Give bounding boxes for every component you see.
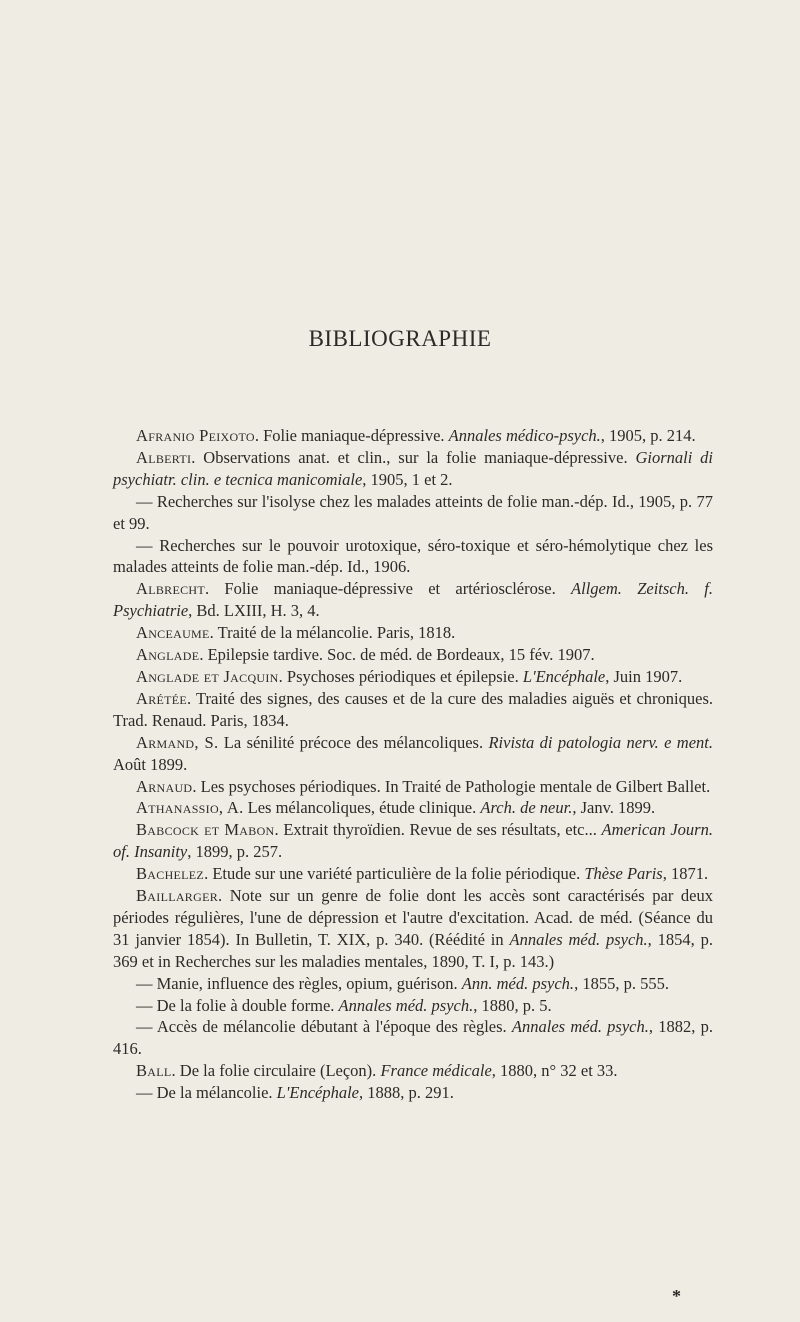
reference-text: — Accès de mélancolie débutant à l'époque des règles.: [136, 1017, 512, 1037]
reference-entry: [113, 622, 713, 644]
reference-entry: [113, 1082, 713, 1104]
reference-author: Babcock et Mabon: [136, 820, 275, 840]
reference-source: Annales méd. psych.: [511, 1017, 649, 1037]
reference-text: — De la mélancolie.: [136, 1083, 277, 1103]
reference-source: France médicale: [380, 1061, 492, 1081]
reference-author: Anglade: [136, 645, 200, 665]
reference-entry: [113, 666, 713, 688]
reference-author: Arétée: [136, 688, 188, 708]
reference-source: American Journ. of. Insanity: [113, 820, 713, 862]
reference-details: , 1880, p. 5.: [473, 995, 552, 1015]
reference-text: . De la folie circulaire (Leçon).: [171, 1061, 381, 1081]
reference-text: — Recherches sur l'isolyse chez les malades atteints de folie man.-dép. Id., 1905, p. 77 et 99.: [113, 491, 713, 533]
reference-entry: [113, 1016, 713, 1060]
reference-source: Allgem. Zeitsch. f. Psychiatrie: [113, 579, 713, 621]
reference-entry: [113, 885, 713, 973]
reference-text: . Note sur un genre de folie dont les accès sont caractérisés par deux périodes régulières, l'une de dépression et l'autre d'excitation. Acad. de méd. (Séance du 31 janvier 1854). In Bulletin, T. XIX, p. 340. (Réédité in: [113, 886, 713, 949]
reference-entry: [113, 995, 713, 1017]
reference-author: Ball: [136, 1061, 172, 1081]
reference-text: . Les psychoses périodiques. In Traité de Pathologie mentale de Gilbert Ballet.: [192, 776, 711, 796]
reference-details: , Bd. LXIII, H. 3, 4.: [188, 601, 320, 621]
reference-details: , 1855, p. 555.: [574, 973, 669, 993]
reference-entry: [113, 535, 713, 579]
reference-details: , 1882, p. 416.: [113, 1017, 714, 1059]
reference-source: Ann. méd. psych.: [461, 973, 575, 993]
reference-text: . Observations anat. et clin., sur la folie maniaque-dépressive.: [191, 447, 636, 467]
reference-text: . Psychoses périodiques et épilepsie.: [278, 666, 523, 686]
reference-author: Albrecht: [136, 579, 205, 599]
reference-entry: [113, 819, 713, 863]
reference-details: , 1899, p. 257.: [187, 842, 283, 862]
reference-author: Afranio Peixoto: [136, 426, 255, 445]
reference-source: Rivista di patologia nerv. e ment.: [488, 732, 714, 752]
reference-author: Baillarger: [136, 886, 218, 906]
reference-entry: [113, 863, 713, 885]
reference-entry: [113, 425, 713, 447]
reference-text: . Folie maniaque-dépressive et artériosclérose.: [204, 579, 572, 599]
reference-details: , 1854, p. 369 et in Recherches sur les maladies mentales, 1890, T. I, p. 143.): [113, 929, 714, 971]
reference-text: — Recherches sur le pouvoir urotoxique, séro-toxique et séro-hémolytique chez les malades atteints de folie man.-dép. Id., 1906.: [113, 535, 713, 577]
reference-source: Annales méd. psych.: [509, 929, 648, 949]
reference-entry: [113, 644, 713, 666]
reference-text: La sénilité précoce des mélancoliques.: [218, 732, 489, 752]
reference-details: , 1905, 1 et 2.: [362, 469, 453, 489]
reference-entry: [113, 578, 713, 622]
reference-list: [113, 425, 713, 1104]
reference-details: Août 1899.: [113, 754, 188, 774]
reference-details: , Janv. 1899.: [572, 798, 656, 818]
reference-text: — De la folie à double forme.: [136, 995, 339, 1015]
reference-source: L'Encéphale: [276, 1083, 359, 1103]
reference-entry: [113, 491, 713, 535]
reference-text: . Traité de la mélancolie. Paris, 1818.: [209, 623, 456, 643]
reference-entry: [113, 1060, 713, 1082]
reference-author: Athanassio, A.: [136, 798, 244, 818]
reference-text: — Manie, influence des règles, opium, guérison.: [136, 973, 462, 993]
reference-source: L'Encéphale: [522, 666, 606, 686]
reference-details: , 1905, p. 214.: [600, 426, 696, 445]
reference-entry: [113, 776, 713, 798]
reference-entry: [113, 732, 713, 776]
reference-details: , 1888, p. 291.: [359, 1083, 454, 1103]
reference-author: Anceaume: [136, 623, 210, 643]
reference-entry: [113, 688, 713, 732]
reference-details: , Juin 1907.: [605, 666, 683, 686]
page-title: BIBLIOGRAPHIE: [308, 326, 492, 351]
reference-details: , 1871.: [662, 864, 709, 884]
reference-source: Arch. de neur.: [480, 798, 573, 818]
reference-text: . Traité des signes, des causes et de la cure des maladies aiguës et chroniques. Trad. Renaud. Paris, 1834.: [113, 688, 713, 730]
reference-author: Armand, S.: [136, 732, 219, 752]
reference-source: Annales médico-psych.: [448, 426, 601, 445]
reference-details: , 1880, n° 32 et 33.: [491, 1061, 618, 1081]
reference-source: Giornali di psychiatr. clin. e tecnica manicomiale: [113, 447, 713, 489]
reference-text: . Epilepsie tardive. Soc. de méd. de Bordeaux, 15 fév. 1907.: [199, 645, 595, 665]
reference-entry: [113, 447, 713, 491]
reference-text: Les mélancoliques, étude clinique.: [243, 798, 481, 818]
reference-source: Thèse Paris: [584, 864, 663, 884]
reference-author: Alberti: [136, 447, 192, 467]
reference-text: . Folie maniaque-dépressive.: [254, 426, 449, 445]
reference-entry: [113, 797, 713, 819]
reference-entry: [113, 973, 713, 995]
reference-text: . Etude sur une variété particulière de la folie périodique.: [204, 864, 585, 884]
signature-mark: *: [672, 1286, 681, 1306]
reference-text: . Extrait thyroïdien. Revue de ses résultats, etc...: [274, 820, 602, 840]
reference-source: Annales méd. psych.: [338, 995, 474, 1015]
reference-author: Bachelez: [136, 864, 205, 884]
reference-author: Arnaud: [136, 776, 193, 796]
reference-author: Anglade et Jacquin: [136, 666, 279, 686]
